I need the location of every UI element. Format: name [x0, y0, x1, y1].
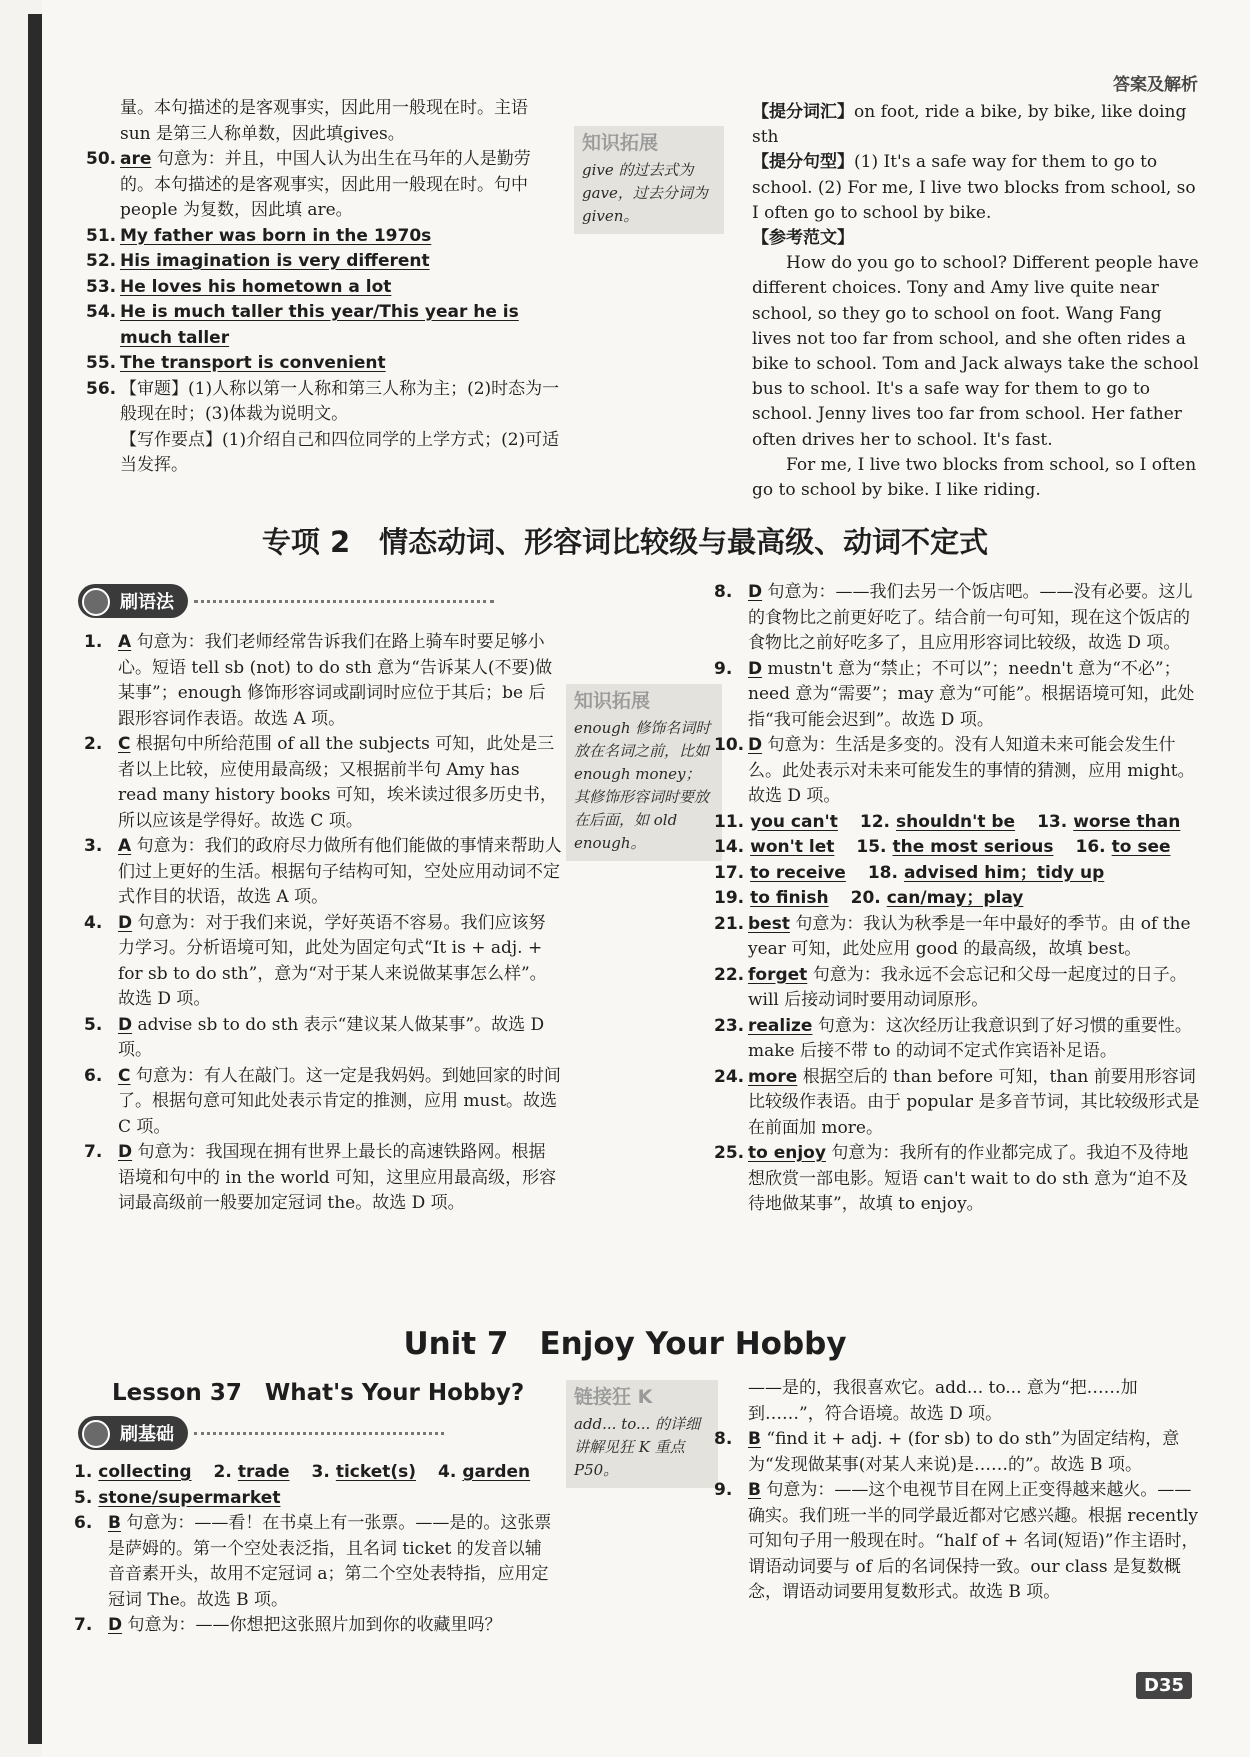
item-answer: C	[118, 734, 131, 754]
item-answer: D	[118, 912, 133, 933]
item-answer: D	[748, 658, 763, 679]
fill-answer: 5. stone/supermarket	[74, 1487, 281, 1508]
item-number: 54.	[86, 302, 117, 322]
item-explanation: 句意为：我认为秋季是一年中最好的季节。由 of the year 可知，此处应用 good 的最高级，故填 best。	[748, 913, 1191, 959]
item-text: 【写作要点】(1)介绍自己和四位同学的上学方式；(2)可适当发挥。	[120, 429, 560, 475]
item-explanation: 句意为：——我们去另一个饭店吧。——没有必要。这儿的食物比之前更好吃了。结合前一句可知，现在这个饭店的食物比之前好吃多了，且应用形容词比较级，故选 D 项。	[748, 582, 1193, 653]
answer-item	[84, 911, 562, 1013]
page-number: D35	[1136, 1672, 1192, 1699]
item-explanation: 句意为：生活是多变的。没有人知道未来可能会发生什么。此处表示对未来可能发生的事情的猜测，应用 might。故选 D 项。	[748, 735, 1195, 806]
answer-item	[86, 275, 564, 301]
answer-item	[714, 1141, 1204, 1218]
sidebar-knowledge: 知识拓展 give 的过去式为 gave，过去分词为 given。	[574, 126, 724, 234]
item-answer: His imagination is very different	[120, 251, 430, 271]
item-number: 8.	[714, 1429, 733, 1449]
item-answer: best	[748, 913, 790, 934]
answer-item	[714, 963, 1204, 1014]
item-answer: forget	[748, 964, 808, 985]
item-answer: D	[748, 735, 763, 755]
answer-item	[86, 249, 564, 275]
section-title: 专项 2 情态动词、形容词比较级与最高级、动词不定式	[261, 525, 989, 559]
answer-item	[714, 580, 1204, 657]
item-answer: B	[748, 1429, 761, 1449]
answer-item	[84, 1140, 562, 1217]
top-right-column: 【提分词汇】on foot, ride a bike, by bike, like doing sth 【提分句型】(1) It's a safe way for them to go to school. (2) For me, I live two blocks from school, so I often go to school by bike. 【参考范文】 How do you go to school? Different people have different choices. Tony and Amy live quite near school, so they go to school on foot. Wang Fang lives not too far from school, and she often rides a bike to school. Tom and Jack always take the school bus to school. It's a safe way for them to go to school. Jenny lives too far from school. Her father often drives her to school. It's fast. For me, I live two blocks from school, so I often go to school by bike. I like riding.	[752, 100, 1202, 503]
fill-answer: 11. you can't	[714, 811, 838, 832]
item-explanation: 句意为：我永远不会忘记和父母一起度过的日子。will 后接动词时要用动词原形。	[748, 964, 1187, 1010]
bottom-left-column	[74, 1460, 554, 1639]
answer-item	[84, 630, 562, 732]
lesson-title: Lesson 37 What's Your Hobby?	[112, 1380, 525, 1406]
item-answer: A	[118, 836, 132, 856]
item-explanation: 句意为：有人在敲门。这一定是我妈妈。到她回家的时间了。根据句意可知此处表示肯定的推测，应用 must。故选 C 项。	[118, 1065, 561, 1137]
item-number: 22.	[714, 964, 745, 985]
item-number: 51.	[86, 225, 117, 246]
item-number: 24.	[714, 1066, 745, 1087]
item-explanation: “find it + adj. + (for sb) to do sth”为固定结构，意为“发现做某事(对某人来说)是……的”。故选 B 项。	[748, 1429, 1180, 1475]
answer-item	[74, 1511, 554, 1613]
continued-text: ——是的，我很喜欢它。add... to... 意为“把……加到……”，符合语境。故选 D 项。	[748, 1378, 1138, 1424]
item-answer: A	[118, 632, 132, 652]
item-explanation: 句意为：这次经历让我意识到了好习惯的重要性。make 后接不带 to 的动词不定式作宾语补足语。	[748, 1015, 1192, 1061]
running-header: 答案及解析	[1113, 75, 1198, 95]
item-number: 4.	[84, 912, 103, 933]
item-number: 7.	[84, 1142, 103, 1162]
mid-left-column	[84, 630, 562, 1217]
continued-text: 量。本句描述的是客观事实，因此用一般现在时。主语 sun 是第三人称单数，因此填gives。	[120, 98, 528, 144]
item-explanation: 根据句中所给范围 of all the subjects 可知，此处是三者以上比较，应使用最高级；又根据前半句 Amy has read many history books 可知，埃米读过很多历史书，所以应该是学得好。故选 C 项。	[118, 734, 557, 831]
fill-answer: 15. the most serious	[856, 837, 1054, 857]
bottom-right-column	[714, 1376, 1204, 1606]
answer-item	[714, 1427, 1204, 1478]
fill-answer: 20. can/may；play	[850, 888, 1024, 908]
item-number: 25.	[714, 1143, 745, 1163]
answer-item	[84, 1064, 562, 1141]
item-number: 23.	[714, 1015, 745, 1036]
item-number: 2.	[84, 734, 103, 754]
answer-item	[84, 732, 562, 834]
fill-answer: 3. ticket(s)	[311, 1462, 417, 1482]
fill-answer: 1. collecting	[74, 1462, 192, 1482]
answer-item	[84, 1013, 562, 1064]
fill-answer: 13. worse than	[1037, 811, 1181, 832]
item-number: 50.	[86, 149, 117, 169]
item-explanation: 句意为：对于我们来说，学好英语不容易。我们应该努力学习。分析语境可知，此处为固定句式“It is + adj. + for sb to do sth”，意为“对于某人来说做某事怎么样”。故选 D 项。	[118, 912, 547, 1009]
item-explanation: 句意为：并且，中国人认为出生在马年的人是勤劳的。本句描述的是客观事实，因此用一般现在时。句中 people 为复数，因此填 are。	[120, 149, 531, 220]
item-number: 52.	[86, 251, 117, 271]
answer-item	[86, 147, 564, 224]
answer-item	[714, 1065, 1204, 1142]
fill-answer: 16. to see	[1075, 837, 1171, 857]
item-explanation: mustn't 意为“禁止；不可以”；needn't 意为“不必”；need 意为“需要”；may 意为“可能”。根据语境可知，此处指“我可能会迟到”。故选 D 项。	[748, 658, 1195, 730]
fill-answer: 12. shouldn't be	[859, 811, 1016, 832]
fill-answer-row	[714, 861, 1204, 887]
answer-item	[714, 1478, 1204, 1606]
fill-answer: 4. garden	[438, 1462, 531, 1482]
item-answer: He is much taller this year/This year he is much taller	[120, 302, 519, 348]
item-explanation: 根据空后的 than before 可知，than 前要用形容词比较级作表语。由于 popular 是多音节词，其比较级形式是在前面加 more。	[748, 1066, 1200, 1138]
item-number: 8.	[714, 582, 733, 602]
item-explanation: 句意为：——这个电视节目在网上正变得越来越火。——确实。我们班一半的同学最近都对它感兴趣。根据 recently 可知句子用一般现在时。“half of + 名词(短语)”作主语时，谓语动词要与 of 后的名词保持一致。our class 是复数概念，谓语动词要用复数形式。故选 B 项。	[748, 1480, 1199, 1602]
section-badge: 刷基础	[78, 1414, 444, 1452]
sidebar-knowledge: 知识拓展 enough 修饰名词时放在名词之前，比如 enough money；其修饰形容词时要放在后面，如 old enough。	[566, 684, 722, 861]
answer-item: 56. 【审题】(1)人称以第一人称和第三人称为主；(2)时态为一般现在时；(3)体裁为说明文。 【写作要点】(1)介绍自己和四位同学的上学方式；(2)可适当发挥。	[86, 378, 560, 475]
answer-item	[714, 733, 1204, 810]
item-answer: The transport is convenient	[120, 353, 386, 373]
item-answer: D	[748, 582, 763, 602]
item-answer: D	[118, 1142, 133, 1162]
fill-answer: 18. advised him；tidy up	[867, 862, 1105, 883]
item-text: 【审题】(1)人称以第一人称和第三人称为主；(2)时态为一般现在时；(3)体裁为说明文。	[120, 378, 560, 424]
item-answer: B	[108, 1513, 121, 1533]
item-number: 10.	[714, 735, 745, 755]
item-explanation: advise sb to do sth 表示“建议某人做某事”。故选 D 项。	[118, 1014, 545, 1060]
item-explanation: 句意为：我国现在拥有世界上最长的高速铁路网。根据语境和句中的 in the world 可知，这里应用最高级，形容词最高级前一般要加定冠词 the。故选 D 项。	[118, 1142, 557, 1213]
item-number: 9.	[714, 1480, 733, 1500]
fill-answer-row	[714, 810, 1204, 836]
answer-item	[74, 1613, 554, 1639]
fill-answer: 17. to receive	[714, 862, 846, 883]
answer-item	[714, 912, 1204, 963]
item-explanation: 句意为：我所有的作业都完成了。我迫不及待地想欣赏一部电影。短语 can't wait to do sth 意为“迫不及待地做某事”，故填 to enjoy。	[748, 1143, 1189, 1214]
fill-answer: 19. to finish	[714, 888, 829, 908]
item-answer: C	[118, 1065, 131, 1086]
item-answer: My father was born in the 1970s	[120, 225, 432, 246]
answer-item	[714, 1014, 1204, 1065]
item-explanation: 句意为：我们的政府尽力做所有他们能做的事情来帮助人们过上更好的生活。根据句子结构可知，空处应用动词不定式作目的状语，故选 A 项。	[118, 836, 562, 907]
answer-item	[86, 300, 564, 351]
model-essay-p2: For me, I live two blocks from school, so I often go to school by bike. I like riding.	[752, 454, 1197, 501]
top-left-column	[86, 96, 564, 479]
item-number: 6.	[84, 1065, 103, 1086]
answer-item	[86, 351, 564, 377]
unit-title: Unit 7 Enjoy Your Hobby	[403, 1326, 847, 1362]
item-answer: D	[108, 1615, 123, 1635]
item-explanation: 句意为：——你想把这张照片加到你的收藏里吗？	[122, 1615, 502, 1635]
mid-right-column	[714, 580, 1204, 1218]
item-number: 53.	[86, 276, 117, 297]
answer-item	[714, 657, 1204, 734]
item-number: 7.	[74, 1615, 93, 1635]
item-number: 21.	[714, 913, 745, 934]
item-answer: are	[120, 149, 152, 169]
item-number: 3.	[84, 836, 103, 856]
item-answer: He loves his hometown a lot	[120, 276, 392, 297]
item-explanation: 句意为：——看！在书桌上有一张票。——是的。这张票是萨姆的。第一个空处表泛指，且名词 ticket 的发音以辅音音素开头，故用不定冠词 a；第二个空处表特指，应用定冠词 The。故选 B 项。	[108, 1513, 552, 1610]
item-number: 6.	[74, 1513, 93, 1533]
item-answer: realize	[748, 1015, 813, 1036]
item-number: 5.	[84, 1014, 103, 1035]
model-essay-p1: How do you go to school? Different people have different choices. Tony and Amy live quite near school, so they go to school on foot. Wang Fang lives not too far from school, and she often rides a bike to school. Tom and Jack always take the school bus to school. It's a safe way for them to go to school. Jenny lives too far from school. Her father often drives her to school. It's fast.	[752, 253, 1199, 450]
book-spine	[28, 14, 42, 1744]
answer-item	[86, 224, 564, 250]
item-answer: to enjoy	[748, 1143, 826, 1163]
item-answer: D	[118, 1014, 133, 1035]
item-answer: B	[748, 1480, 761, 1500]
item-explanation: 句意为：我们老师经常告诉我们在路上骑车时要足够小心。短语 tell sb (not) to do sth 意为“告诉某人(不要)做某事”；enough 修饰形容词或副词时应位于其后；be 后跟形容词作表语。故选 A 项。	[118, 632, 553, 729]
fill-answer: 2. trade	[213, 1462, 290, 1482]
item-answer: more	[748, 1066, 798, 1087]
item-number: 1.	[84, 632, 103, 652]
answer-item	[84, 834, 562, 911]
section-badge: 刷语法	[78, 582, 494, 620]
fill-answer-row	[714, 835, 1204, 861]
item-number: 55.	[86, 353, 117, 373]
fill-answer: 14. won't let	[714, 837, 835, 857]
sidebar-link: 链接狂 K add... to... 的详细讲解见狂 K 重点 P50。	[566, 1380, 718, 1488]
item-number: 9.	[714, 658, 733, 679]
fill-answer-row	[714, 886, 1204, 912]
